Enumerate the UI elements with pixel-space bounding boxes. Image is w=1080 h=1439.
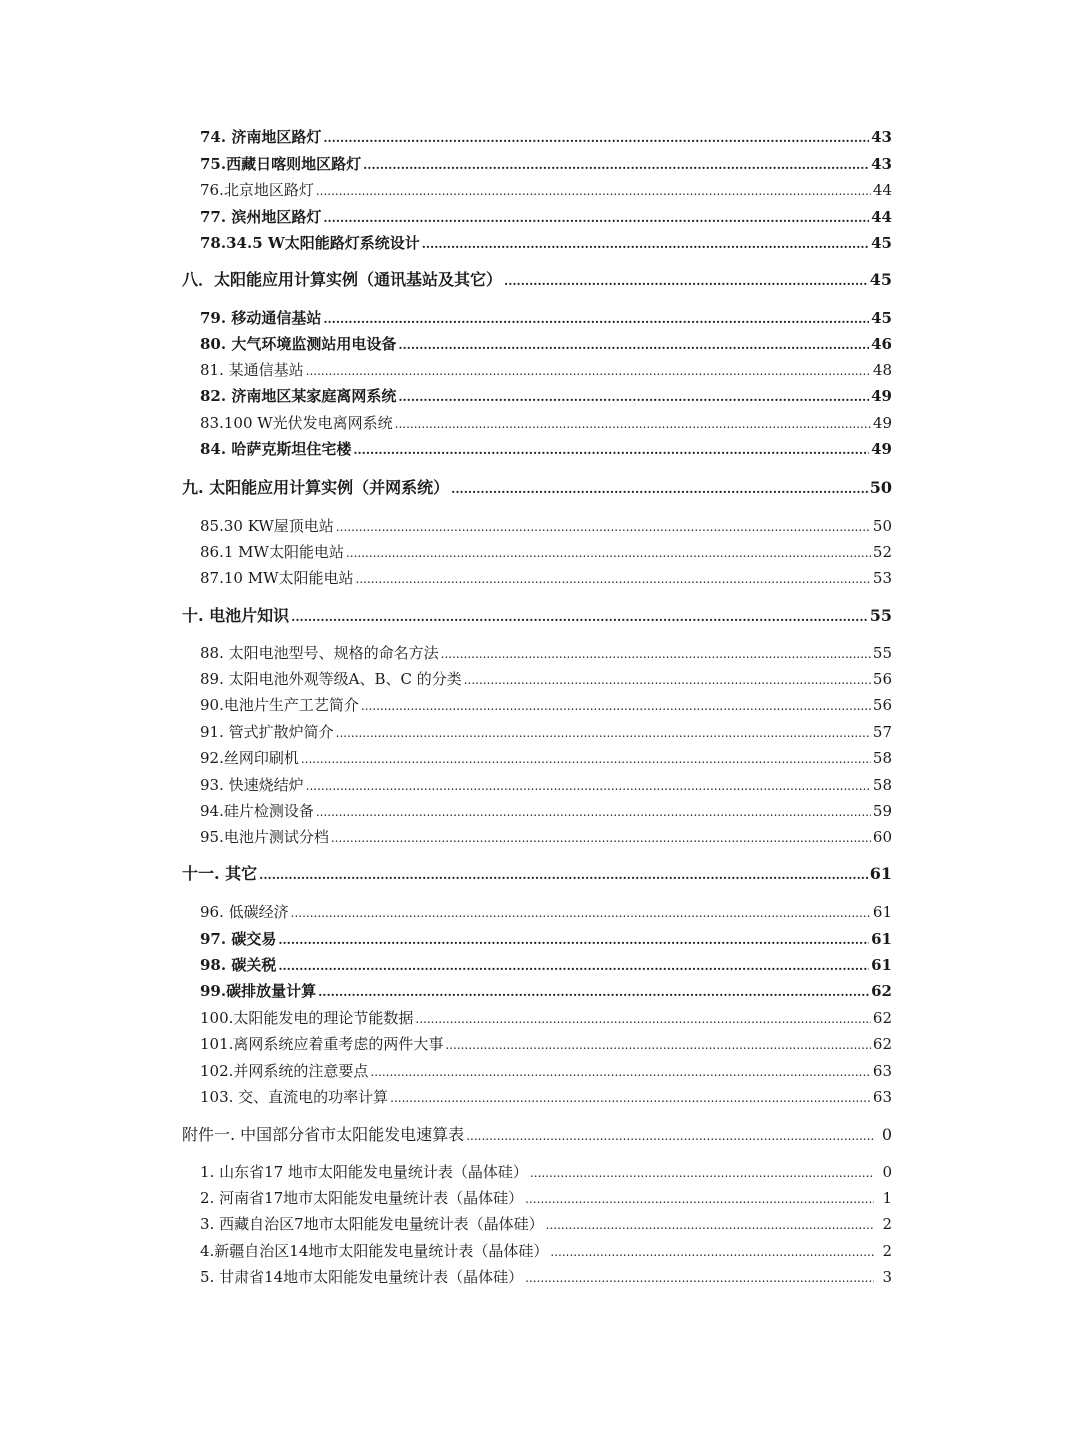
toc-page-number: 63	[872, 1062, 892, 1080]
toc-entry[interactable]	[200, 641, 892, 665]
toc-entry[interactable]	[200, 1186, 892, 1210]
toc-entry[interactable]	[200, 1085, 892, 1109]
toc-entry[interactable]	[200, 384, 892, 408]
toc-entry-title: 3. 西藏自治区7地市太阳能发电量统计表（晶体硅）	[200, 1215, 544, 1233]
toc-page-number: 49	[872, 414, 892, 432]
dot-leader	[525, 1187, 874, 1211]
toc-section-entry[interactable]	[182, 862, 892, 886]
toc-entry-title: 76.北京地区路灯	[200, 181, 314, 199]
toc-entry[interactable]	[200, 566, 892, 590]
toc-entry-title: 75.西藏日喀则地区路灯	[200, 155, 362, 173]
dot-leader	[301, 747, 871, 771]
toc-page-number: 2	[882, 1242, 892, 1260]
dot-leader	[278, 928, 869, 952]
toc-entry-title: 100.太阳能发电的理论节能数据	[200, 1009, 414, 1027]
toc-page-number: 62	[871, 982, 892, 1000]
toc-entry-title: 103. 交、直流电的功率计算	[200, 1088, 389, 1106]
dot-leader	[323, 307, 869, 331]
toc-entry[interactable]	[200, 540, 892, 564]
toc-entry-title: 88. 太阳电池型号、规格的命名方法	[200, 644, 439, 662]
toc-page-number: 45	[869, 270, 892, 289]
toc-entry[interactable]	[200, 231, 892, 255]
dot-leader	[306, 774, 871, 798]
toc-page-number: 52	[872, 543, 892, 561]
toc-page-number: 49	[871, 440, 892, 458]
dot-leader	[316, 179, 871, 203]
toc-entry[interactable]	[200, 1059, 892, 1083]
dot-leader	[353, 438, 869, 462]
dot-leader	[398, 385, 869, 409]
toc-entry-title: 94.硅片检测设备	[200, 802, 314, 820]
dot-leader	[422, 232, 869, 256]
toc-entry-title: 79. 移动通信基站	[200, 309, 322, 327]
toc-entry[interactable]	[200, 1032, 892, 1056]
toc-entry-title: 80. 大气环境监测站用电设备	[200, 335, 397, 353]
toc-entry-title: 87.10 MW太阳能电站	[200, 569, 354, 587]
toc-entry-title: 95.电池片测试分档	[200, 828, 329, 846]
toc-entry-title: 99.碳排放量计算	[200, 982, 317, 1000]
dot-leader	[398, 333, 869, 357]
toc-entry-title: 86.1 MW太阳能电站	[200, 543, 344, 561]
toc-page-number: 43	[871, 155, 892, 173]
toc-entry[interactable]	[200, 900, 892, 924]
toc-entry-title: 85.30 KW屋顶电站	[200, 517, 334, 535]
dot-leader	[550, 1240, 874, 1264]
toc-entry-title: 93. 快速烧结炉	[200, 776, 304, 794]
toc-page-number: 46	[871, 335, 892, 353]
toc-entry-title: 4.新疆自治区14地市太阳能发电量统计表（晶体硅）	[200, 1242, 549, 1260]
toc-entry[interactable]	[200, 1160, 892, 1184]
toc-entry[interactable]	[200, 825, 892, 849]
toc-entry-title: 98. 碳关税	[200, 956, 277, 974]
dot-leader	[504, 269, 868, 293]
toc-page-number: 50	[869, 478, 892, 497]
toc-entry[interactable]	[200, 205, 892, 229]
toc-entry-title: 十. 电池片知识	[182, 606, 290, 625]
toc-page-number: 45	[871, 309, 892, 327]
dot-leader	[466, 1124, 874, 1148]
toc-entry[interactable]	[200, 746, 892, 770]
toc-entry[interactable]	[200, 411, 892, 435]
toc-entry[interactable]	[200, 979, 892, 1003]
toc-page-number: 53	[872, 569, 892, 587]
toc-entry-title: 1. 山东省17 地市太阳能发电量统计表（晶体硅）	[200, 1163, 528, 1181]
toc-entry-title: 83.100 W光伏发电离网系统	[200, 414, 393, 432]
toc-entry[interactable]	[200, 514, 892, 538]
toc-entry-title: 九. 太阳能应用计算实例（并网系统）	[182, 478, 450, 497]
toc-page-number: 0	[881, 1125, 892, 1144]
toc-entry-title: 5. 甘肃省14地市太阳能发电量统计表（晶体硅）	[200, 1268, 524, 1286]
toc-entry[interactable]	[200, 720, 892, 744]
toc-entry-title: 74. 济南地区路灯	[200, 128, 322, 146]
toc-entry-title: 89. 太阳电池外观等级A、B、C 的分类	[200, 670, 462, 688]
toc-entry[interactable]	[200, 1265, 892, 1289]
toc-page-number: 45	[871, 234, 892, 252]
dot-leader	[291, 901, 871, 925]
toc-entry[interactable]	[200, 667, 892, 691]
toc-page-number: 0	[882, 1163, 892, 1181]
dot-leader	[278, 954, 869, 978]
dot-leader	[356, 567, 871, 591]
dot-leader	[361, 694, 871, 718]
dot-leader	[291, 605, 868, 629]
toc-entry-title: 78.34.5 W太阳能路灯系统设计	[200, 234, 420, 252]
toc-section-entry[interactable]	[182, 1123, 892, 1147]
dot-leader	[336, 515, 871, 539]
toc-entry-title: 八．太阳能应用计算实例（通讯基站及其它）	[182, 270, 503, 289]
toc-entry-title: 84. 哈萨克斯坦住宅楼	[200, 440, 352, 458]
toc-entry[interactable]	[200, 125, 892, 149]
toc-entry-title: 97. 碳交易	[200, 930, 277, 948]
dot-leader	[318, 980, 869, 1004]
toc-section-entry[interactable]	[182, 604, 892, 628]
toc-entry[interactable]	[200, 773, 892, 797]
dot-leader	[395, 412, 871, 436]
toc-page-number: 55	[869, 606, 892, 625]
toc-section-entry[interactable]	[182, 476, 892, 500]
toc-entry[interactable]	[200, 1006, 892, 1030]
dot-leader	[390, 1086, 871, 1110]
toc-page-number: 61	[869, 864, 892, 883]
dot-leader	[323, 206, 869, 230]
toc-entry[interactable]	[200, 437, 892, 461]
toc-page-number: 56	[872, 696, 892, 714]
toc-entry-title: 81. 某通信基站	[200, 361, 304, 379]
toc-page-number: 57	[872, 723, 892, 741]
dot-leader	[370, 1060, 871, 1084]
toc-page-number: 61	[872, 903, 892, 921]
toc-entry-title: 77. 滨州地区路灯	[200, 208, 322, 226]
dot-leader	[530, 1161, 874, 1185]
dot-leader	[363, 153, 869, 177]
dot-leader	[546, 1213, 874, 1237]
toc-entry[interactable]	[200, 1239, 892, 1263]
toc-entry-title: 101.离网系统应着重考虑的两件大事	[200, 1035, 444, 1053]
toc-entry[interactable]	[200, 178, 892, 202]
toc-section-entry[interactable]	[182, 268, 892, 292]
toc-page-number: 44	[872, 181, 892, 199]
toc-entry[interactable]	[200, 332, 892, 356]
toc-page-number: 58	[872, 749, 892, 767]
toc-page-number: 49	[871, 387, 892, 405]
dot-leader	[451, 477, 868, 501]
dot-leader	[525, 1266, 874, 1290]
dot-leader	[331, 826, 871, 850]
toc-page-number: 61	[871, 930, 892, 948]
toc-page-number: 50	[872, 517, 892, 535]
toc-entry[interactable]	[200, 693, 892, 717]
dot-leader	[346, 541, 871, 565]
toc-page-number: 56	[872, 670, 892, 688]
toc-entry[interactable]	[200, 927, 892, 951]
dot-leader	[415, 1007, 871, 1031]
toc-entry[interactable]	[200, 306, 892, 330]
toc-page-number: 62	[872, 1035, 892, 1053]
dot-leader	[316, 800, 871, 824]
toc-page-number: 2	[882, 1215, 892, 1233]
toc-entry-title: 2. 河南省17地市太阳能发电量统计表（晶体硅）	[200, 1189, 524, 1207]
toc-entry-title: 82. 济南地区某家庭离网系统	[200, 387, 397, 405]
dot-leader	[441, 642, 871, 666]
toc-page-number: 48	[872, 361, 892, 379]
toc-page-number: 63	[872, 1088, 892, 1106]
dot-leader	[259, 863, 868, 887]
toc-entry-title: 90.电池片生产工艺简介	[200, 696, 359, 714]
dot-leader	[445, 1033, 871, 1057]
toc-page-number: 43	[871, 128, 892, 146]
toc-entry-title: 92.丝网印刷机	[200, 749, 299, 767]
dot-leader	[464, 668, 871, 692]
dot-leader	[336, 721, 871, 745]
toc-entry[interactable]	[200, 358, 892, 382]
toc-entry-title: 96. 低碳经济	[200, 903, 289, 921]
dot-leader	[323, 126, 869, 150]
toc-page-number: 60	[872, 828, 892, 846]
dot-leader	[306, 359, 871, 383]
toc-page-number: 62	[872, 1009, 892, 1027]
toc-page-number: 55	[872, 644, 892, 662]
toc-entry[interactable]	[200, 1212, 892, 1236]
toc-page-number: 61	[871, 956, 892, 974]
toc-entry-title: 十一. 其它	[182, 864, 258, 883]
toc-entry-title: 91. 管式扩散炉简介	[200, 723, 334, 741]
toc-page-number: 1	[882, 1189, 892, 1207]
toc-page-number: 58	[872, 776, 892, 794]
toc-entry[interactable]	[200, 799, 892, 823]
toc-page-number: 3	[882, 1268, 892, 1286]
toc-page-number: 59	[872, 802, 892, 820]
toc-page-number: 44	[871, 208, 892, 226]
toc-entry[interactable]	[200, 953, 892, 977]
toc-entry-title: 102.并网系统的注意要点	[200, 1062, 369, 1080]
toc-entry[interactable]	[200, 152, 892, 176]
toc-entry-title: 附件一. 中国部分省市太阳能发电速算表	[182, 1125, 465, 1144]
